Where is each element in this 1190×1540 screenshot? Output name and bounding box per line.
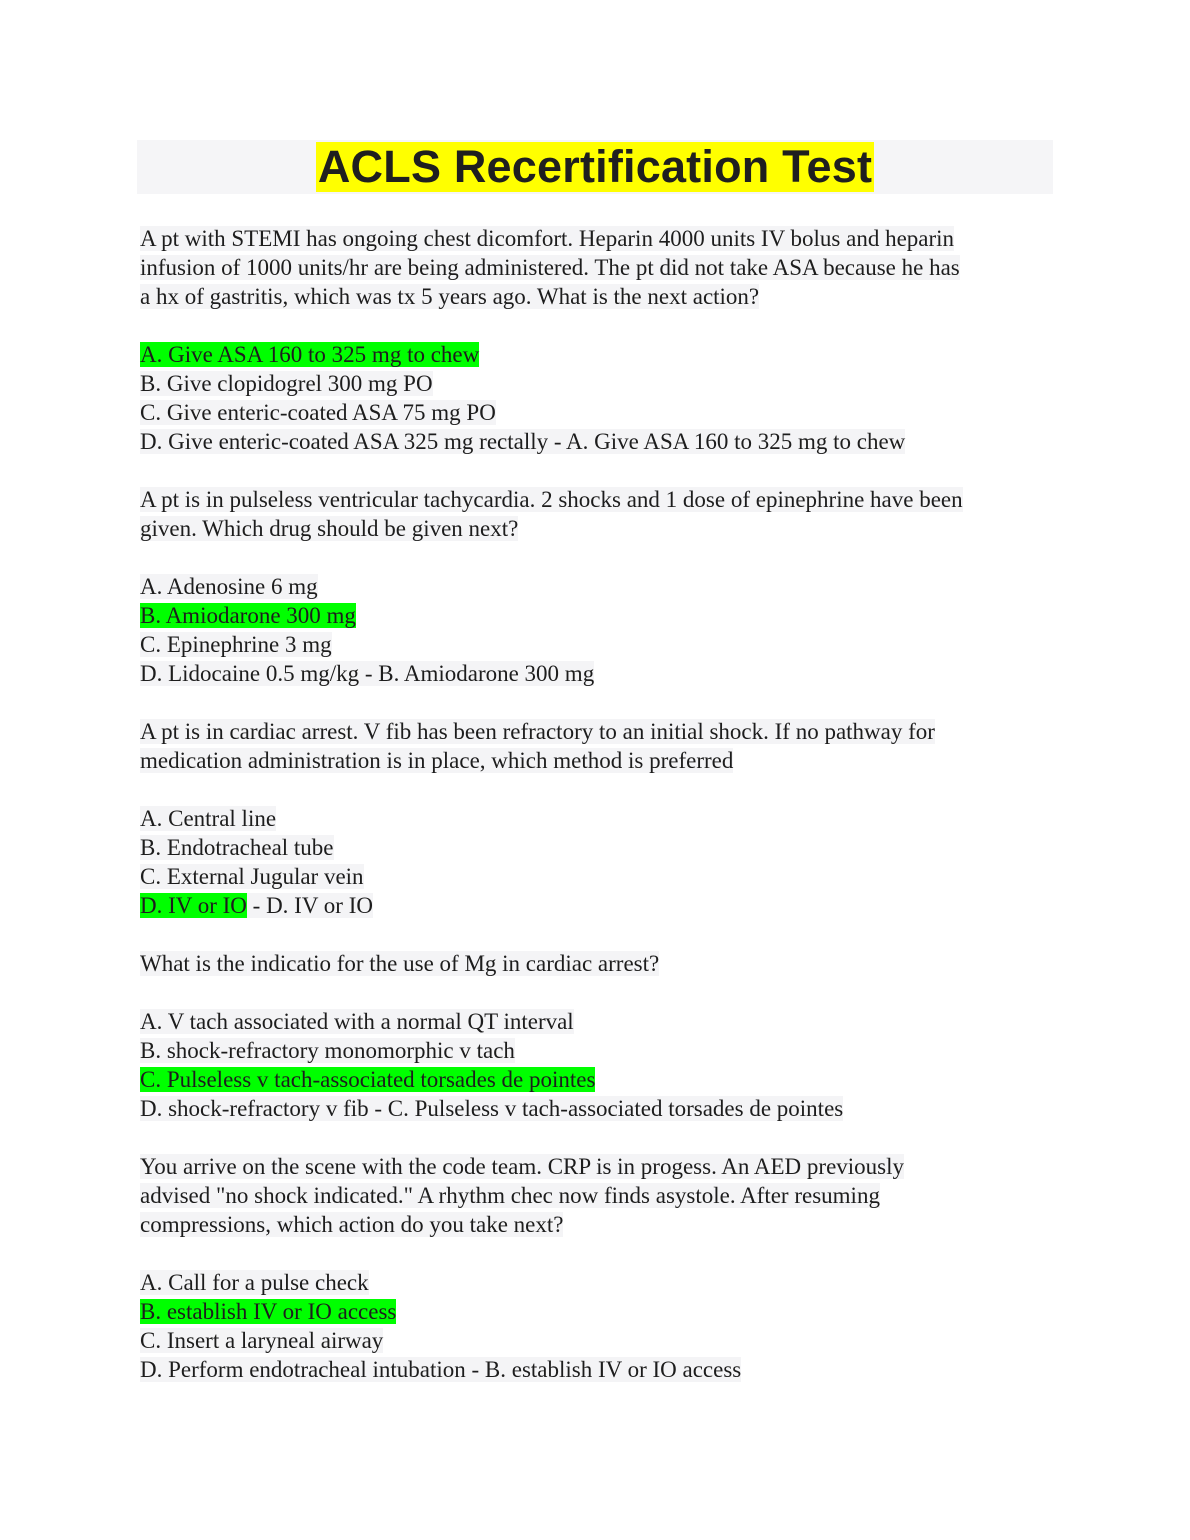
answer-option [140,1268,1060,1297]
answer-option [140,572,1060,601]
question-text [140,1152,1060,1239]
answer-option-text: B. Endotracheal tube [140,835,334,860]
question-text [140,485,1060,543]
answer-option-text: C. External Jugular vein [140,864,364,889]
question-list [140,224,1060,1413]
answer-option-text: C. Insert a laryneal airway [140,1328,384,1353]
correct-answer-highlight: A. Give ASA 160 to 325 mg to chew [140,342,480,367]
question-line: A pt is in pulseless ventricular tachycardia. 2 shocks and 1 dose of epinephrine have been [140,487,963,512]
answer-option [140,891,1060,920]
question-text [140,717,1060,775]
page-title: ACLS Recertification Test [317,141,873,192]
answer-option [140,601,1060,630]
question-block [140,1152,1060,1384]
answer-option [140,659,1060,688]
question-line: A pt is in cardiac arrest. V fib has been refractory to an initial shock. If no pathway for [140,719,935,744]
answer-option-text: D. Lidocaine 0.5 mg/kg [140,661,360,686]
question-block [140,949,1060,1123]
answer-option-text: C. Give enteric-coated ASA 75 mg PO [140,400,496,425]
answer-key-text: - D. IV or IO [246,893,373,918]
answer-option-text: A. Central line [140,806,277,831]
answer-options [140,1007,1060,1123]
answer-option [140,833,1060,862]
correct-answer-highlight: B. Amiodarone 300 mg [140,603,356,628]
answer-options [140,340,1060,456]
answer-option [140,1007,1060,1036]
answer-option [140,1065,1060,1094]
answer-option-text: A. Call for a pulse check [140,1270,369,1295]
title-band [137,140,1053,194]
question-block [140,485,1060,688]
answer-option-text: D. Perform endotracheal intubation [140,1357,466,1382]
answer-option [140,1036,1060,1065]
answer-option-text: C. Epinephrine 3 mg [140,632,332,657]
answer-option [140,398,1060,427]
answer-option [140,1094,1060,1123]
answer-options [140,804,1060,920]
answer-option-text: A. V tach associated with a normal QT interval [140,1009,574,1034]
answer-option-text: D. shock-refractory v fib [140,1096,369,1121]
question-line: A pt with STEMI has ongoing chest dicomfort. Heparin 4000 units IV bolus and heparin [140,226,955,251]
question-line: advised "no shock indicated." A rhythm chec now finds asystole. After resuming [140,1183,880,1208]
question-text [140,949,1060,978]
question-block [140,717,1060,920]
answer-option [140,340,1060,369]
answer-option [140,804,1060,833]
answer-key-text: - B. Amiodarone 300 mg [359,661,595,686]
question-line: What is the indicatio for the use of Mg in cardiac arrest? [140,951,660,976]
question-text [140,224,1060,311]
answer-option [140,1326,1060,1355]
question-line: infusion of 1000 units/hr are being administered. The pt did not take ASA because he has [140,255,960,280]
answer-options [140,572,1060,688]
answer-key-text: - A. Give ASA 160 to 325 mg to chew [548,429,906,454]
correct-answer-highlight: B. establish IV or IO access [140,1299,397,1324]
correct-answer-highlight: D. IV or IO [140,893,247,918]
answer-option-text: A. Adenosine 6 mg [140,574,318,599]
question-line: medication administration is in place, which method is preferred [140,748,734,773]
answer-option [140,427,1060,456]
answer-option [140,1297,1060,1326]
answer-option-text: D. Give enteric-coated ASA 325 mg rectally [140,429,549,454]
answer-option-text: B. shock-refractory monomorphic v tach [140,1038,515,1063]
answer-option-text: B. Give clopidogrel 300 mg PO [140,371,433,396]
answer-key-text: - B. establish IV or IO access [465,1357,742,1382]
question-line: compressions, which action do you take next? [140,1212,564,1237]
answer-options [140,1268,1060,1384]
answer-option [140,1355,1060,1384]
answer-key-text: - C. Pulseless v tach-associated torsades de pointes [368,1096,844,1121]
question-line: given. Which drug should be given next? [140,516,519,541]
question-block [140,224,1060,456]
answer-option [140,630,1060,659]
question-line: a hx of gastritis, which was tx 5 years ago. What is the next action? [140,284,760,309]
question-line: You arrive on the scene with the code team. CRP is in progess. An AED previously [140,1154,905,1179]
answer-option [140,369,1060,398]
correct-answer-highlight: C. Pulseless v tach-associated torsades de pointes [140,1067,596,1092]
answer-option [140,862,1060,891]
